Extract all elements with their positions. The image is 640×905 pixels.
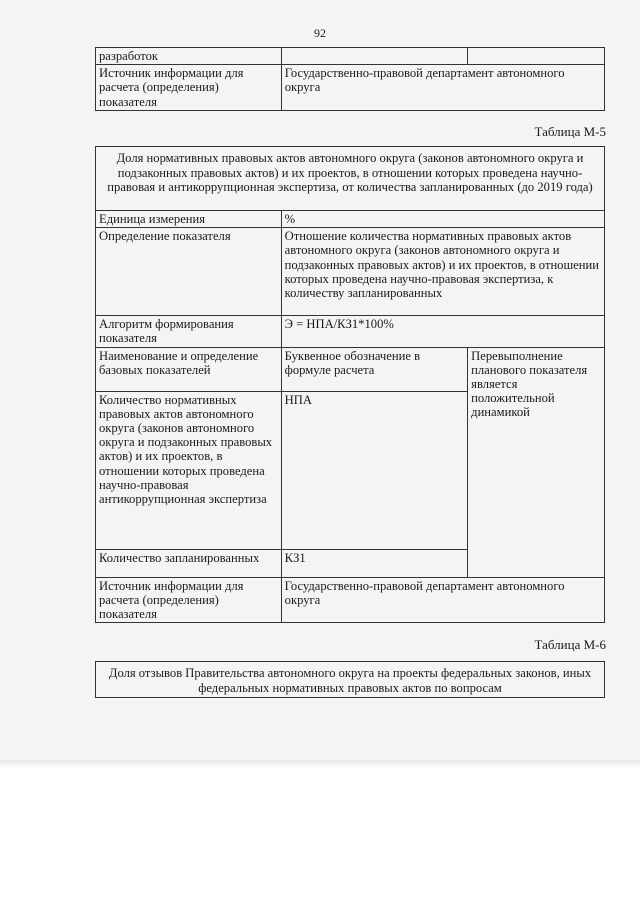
algorithm-value: Э = НПА/КЗ1*100% xyxy=(281,316,604,347)
continued-row-cell xyxy=(281,48,468,65)
unit-value: % xyxy=(281,211,604,228)
source-value: Государственно-правовой департамент автономного округа xyxy=(281,577,604,623)
source-label: Источник информации для расчета (определения) показателя xyxy=(96,577,282,623)
table-caption: Таблица М-6 xyxy=(534,637,606,652)
base-indicator-name: Количество нормативных правовых актов автономного округа (законов автономного округа и подзаконных правовых актов) и их проектов, в отношении которых проведена научно-правовая антикоррупционная экспертиза xyxy=(96,391,282,549)
base-indicator-symbol: НПА xyxy=(281,391,467,549)
page-edge-shadow xyxy=(0,760,640,768)
base-symbol-header: Буквенное обозначение в формуле расчета xyxy=(281,347,467,391)
table-m6 xyxy=(95,661,605,698)
table-caption: Таблица М-5 xyxy=(534,124,606,139)
definition-label: Определение показателя xyxy=(96,228,282,316)
page-number: 92 xyxy=(314,26,326,40)
table-title: Доля нормативных правовых актов автономного округа (законов автономного округа и подзаконных правовых актов) и их проектов, в отношении которых проведена научно-правовая и антикоррупционная экспертиза, от количества запланированных (до 2019 года) xyxy=(96,147,605,211)
table-m5 xyxy=(95,146,605,623)
base-indicator-name: Количество запланированных xyxy=(96,549,282,577)
source-label: Источник информации для расчета (определения) показателя xyxy=(96,65,282,111)
table-title: Доля отзывов Правительства автономного округа на проекты федеральных законов, иных федеральных нормативных правовых актов по вопросам xyxy=(96,662,605,698)
continued-row-label: разработок xyxy=(96,48,282,65)
definition-value: Отношение количества нормативных правовых актов автономного округа (законов автономного округа и подзаконных правовых актов) и их проектов, в отношении которых проведена научно-правовая экспертиза, к количеству запланированных xyxy=(281,228,604,316)
continued-row-cell xyxy=(468,48,605,65)
base-indicator-symbol: КЗ1 xyxy=(281,549,467,577)
algorithm-label: Алгоритм формирования показателя xyxy=(96,316,282,347)
base-name-header: Наименование и определение базовых показателей xyxy=(96,347,282,391)
unit-label: Единица измерения xyxy=(96,211,282,228)
trend-note: Перевыполнение планового показателя является положительной динамикой xyxy=(468,347,605,577)
source-value: Государственно-правовой департамент автономного округа xyxy=(281,65,604,111)
continued-table xyxy=(95,47,605,111)
